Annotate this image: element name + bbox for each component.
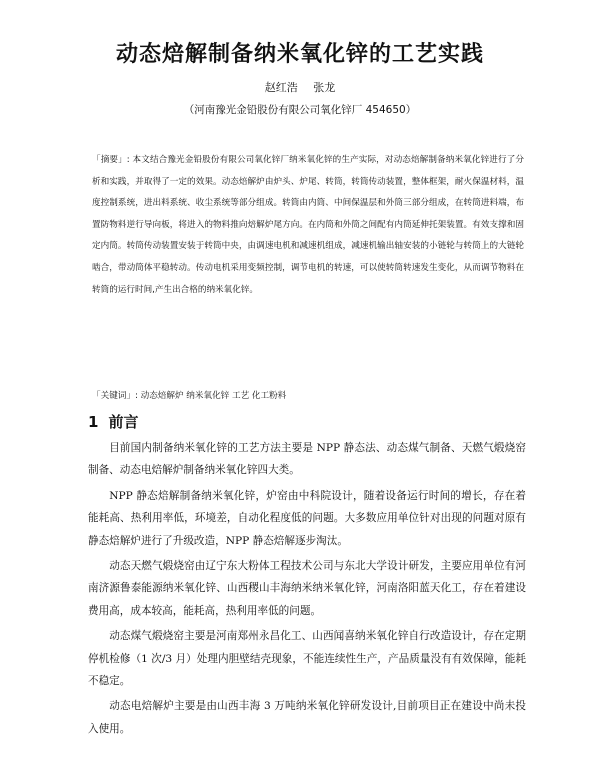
author-list: 赵红浩 张龙: [264, 81, 336, 94]
body-paragraph: 动态电焙解炉主要是由山西丰海 3 万吨纳米氧化锌研发设计,目前项目正在建设中尚未投入使用。: [88, 700, 526, 735]
body-paragraph: NPP 静态焙解制备纳米氧化锌，炉窑由中科院设计，随着设备运行时间的增长，存在着能耗高、热利用率低，环境差，自动化程度低的问题。大多数应用单位针对出现的问题对原有静态焙解炉进行了升级改造，NPP 静态焙解逐步淘汰。: [88, 489, 526, 547]
body-paragraph: 动态天燃气煅烧窑由辽宁东大粉体工程技术公司与东北大学设计研发，主要应用单位有河南济源鲁泰能源纳米氧化锌、山西稷山丰海纳米纳米氧化锌，河南洛阳蓝天化工，存在着建设费用高，成本较高，能耗高，热利用率低的问题。: [88, 560, 526, 617]
keywords: 「关键词」: 动态焙解炉 纳米氧化锌 工艺 化工粉料: [92, 391, 287, 401]
body-paragraph: 动态煤气煅烧窑主要是河南郑州永昌化工、山西闻喜纳米氧化锌自行改造设计，存在定期停机检修（1 次/3 月）处理内胆壁结壳现象，不能连续性生产，产品质量没有有效保障，能耗不稳定。: [88, 630, 526, 688]
abstract: 「摘要」: 本文结合豫光金铅股份有限公司氧化锌厂纳米氧化锌的生产实际，对动态焙解制备纳米氧化锌进行了分析和实践，并取得了一定的效果。动态焙解炉由炉头、炉尾、转筒，转筒传动装置，整体框架，耐火保温材料，温度控制系统，进出料系统、收尘系统等部分组成。转筒由内筒、中间保温层和外筒三部分组成，在转筒进料端，布置防物料逆行导向板，将进入的物料推向焙解炉尾方向。在内筒和外筒之间配有内筒延伸托架装置。有效支撑和固定内筒。转筒传动装置安装于转筒中央，由调速电机和减速机组成，减速机输出轴安装的小链轮与转筒上的大链轮啮合，带动筒体平稳转动。传动电机采用变频控制，调节电机的转速，可以使转筒转速发生变化，从而调节物料在转筒的运行时间,产生出合格的纳米氧化锌。: [92, 155, 524, 295]
section-number: 1: [88, 413, 99, 431]
section-body: [88, 437, 526, 743]
paper-title: 动态焙解制备纳米氧化锌的工艺实践: [115, 42, 484, 67]
author-affiliation: （河南豫光金铅股份有限公司氧化锌厂 454650）: [183, 104, 417, 116]
section-title: 前言: [108, 413, 139, 431]
body-paragraph: 目前国内制备纳米氧化锌的工艺方法主要是 NPP 静态法、动态煤气制备、天燃气煅烧窑制备、动态电焙解炉制备纳米氧化锌四大类。: [88, 442, 526, 477]
section-heading: [88, 410, 138, 434]
